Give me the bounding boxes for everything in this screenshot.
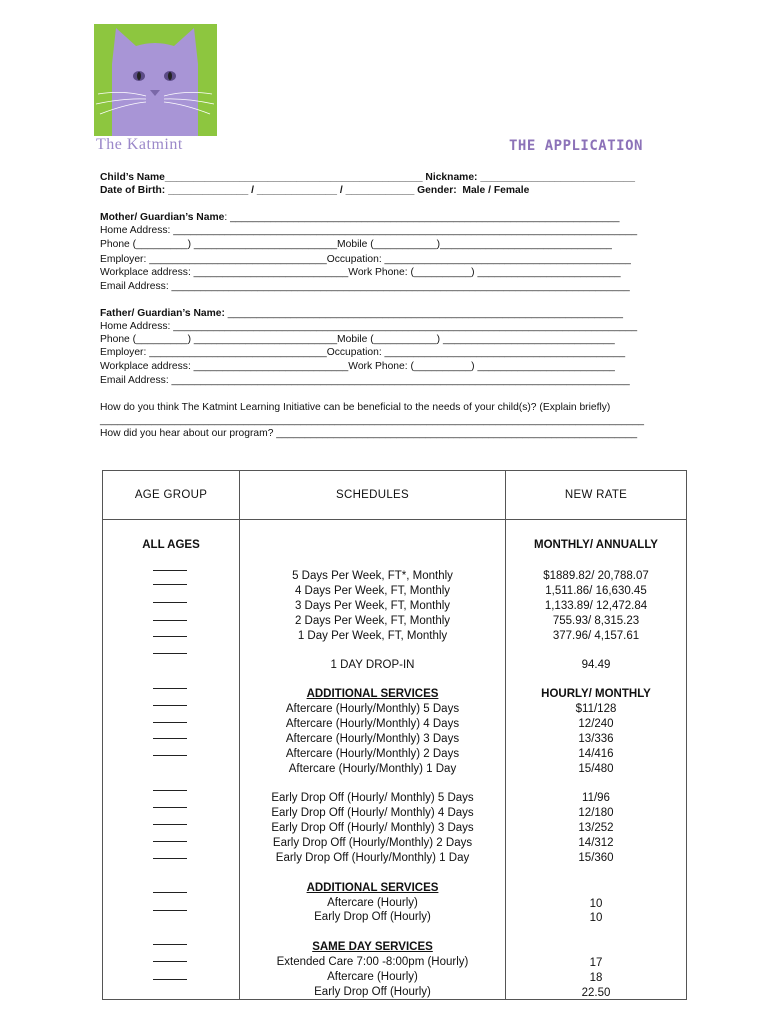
father-phone[interactable]: Phone (_________) _________________________Mobile (___________) ______________________________ <box>100 334 615 345</box>
mother-workplace[interactable]: Workplace address: ___________________________Work Phone: (__________) _________________________ <box>100 267 621 278</box>
question-benefit: How do you think The Katmint Learning Initiative can be beneficial to the needs of your child(s)? (Explain briefly) <box>100 402 611 413</box>
father-heading: Father/ Guardian’s Name: <box>100 308 225 319</box>
checkbox-line[interactable] <box>153 790 187 791</box>
schedule-item: 3 Days Per Week, FT, Monthly <box>294 600 451 612</box>
rate-value: 13/252 <box>578 822 614 834</box>
schedule-item: Early Drop Off (Hourly/ Monthly) 5 Days <box>271 792 474 804</box>
rates-table <box>102 470 687 1000</box>
mother-name-line[interactable] <box>100 211 620 224</box>
father-name-line[interactable] <box>100 307 623 320</box>
mother-phone[interactable]: Phone (_________) _________________________Mobile (___________)______________________________ <box>100 239 612 250</box>
answer-benefit-line[interactable]: _______________________________________________________________________________________________ <box>100 415 645 426</box>
schedule-item: Early Drop Off (Hourly) <box>314 986 431 998</box>
mother-heading: Mother/ Guardian’s Name <box>100 212 225 223</box>
schedule-item: 1 DAY DROP-IN <box>330 659 415 671</box>
checkbox-line[interactable] <box>153 892 187 893</box>
checkbox-line[interactable] <box>153 807 187 808</box>
logo-text: The Katmint <box>96 136 183 153</box>
rate-value: $11/128 <box>575 703 617 715</box>
katmint-logo <box>94 24 217 136</box>
checkbox-line[interactable] <box>153 824 187 825</box>
checkbox-line[interactable] <box>153 705 187 706</box>
age-group-column <box>103 520 240 1000</box>
rate-value: 10 <box>589 912 603 924</box>
schedule-item: Extended Care 7:00 -8:00pm (Hourly) <box>276 956 469 968</box>
page-title: THE APPLICATION <box>509 138 643 154</box>
rate-heading: MONTHLY/ ANNUALLY <box>534 539 658 551</box>
schedule-item: 1 Day Per Week, FT, Monthly <box>297 630 448 642</box>
schedule-item: Early Drop Off (Hourly/ Monthly) 4 Days <box>271 807 474 819</box>
schedule-item: Early Drop Off (Hourly/Monthly) 2 Days <box>272 837 473 849</box>
rate-value: 1,133.89/ 12,472.84 <box>544 600 648 612</box>
checkbox-line[interactable] <box>153 944 187 945</box>
rate-value: 12/180 <box>578 807 614 819</box>
rate-value: 10 <box>589 898 603 910</box>
header-age-group: AGE GROUP <box>103 471 240 520</box>
rate-value: 18 <box>589 972 603 984</box>
checkbox-line[interactable] <box>153 584 187 585</box>
rate-heading: HOURLY/ MONTHLY <box>541 688 651 700</box>
rate-value: 15/480 <box>578 763 614 775</box>
schedule-item: 5 Days Per Week, FT*, Monthly <box>292 570 453 582</box>
schedule-item: Aftercare (Hourly/Monthly) 5 Days <box>285 703 460 715</box>
schedule-item: Aftercare (Hourly/Monthly) 2 Days <box>285 748 460 760</box>
rate-value: 11/96 <box>582 792 610 804</box>
date-of-birth-line[interactable]: Date of Birth: ______________ / ______________ / ____________ Gender: Male / Female <box>100 185 530 196</box>
checkbox-line[interactable] <box>153 755 187 756</box>
rate-value: 755.93/ 8,315.23 <box>552 615 640 627</box>
schedule-item: Aftercare (Hourly/Monthly) 3 Days <box>285 733 460 745</box>
checkbox-line[interactable] <box>153 570 187 571</box>
schedule-item: Aftercare (Hourly/Monthly) 4 Days <box>285 718 460 730</box>
checkbox-line[interactable] <box>153 653 187 654</box>
rate-value: 14/416 <box>578 748 614 760</box>
section-heading: ADDITIONAL SERVICES <box>306 688 439 700</box>
rate-value: 14/312 <box>578 837 614 849</box>
schedule-item: Early Drop Off (Hourly) <box>314 911 431 923</box>
father-name-field[interactable]: _____________________________________________________________________ <box>224 308 623 319</box>
checkbox-line[interactable] <box>153 688 187 689</box>
schedules-column <box>240 520 506 1000</box>
father-employer[interactable]: Employer: _______________________________Occupation: __________________________________________ <box>100 347 626 358</box>
schedule-item: Early Drop Off (Hourly/ Monthly) 3 Days <box>271 822 474 834</box>
question-hear-about[interactable]: How did you hear about our program? _______________________________________________________________ <box>100 428 638 439</box>
rate-value: 15/360 <box>578 852 614 864</box>
checkbox-line[interactable] <box>153 910 187 911</box>
rate-value: 17 <box>589 957 603 969</box>
schedule-item: Aftercare (Hourly) <box>327 897 418 909</box>
rate-value: 377.96/ 4,157.61 <box>552 630 640 642</box>
header-schedules: SCHEDULES <box>240 471 506 520</box>
child-name-line[interactable]: Child’s Name_____________________________________________ Nickname: ___________________________ <box>100 172 635 183</box>
checkbox-line[interactable] <box>153 620 187 621</box>
father-home-address[interactable]: Home Address: _________________________________________________________________________________ <box>100 321 638 332</box>
cat-icon <box>94 24 217 136</box>
checkbox-line[interactable] <box>153 602 187 603</box>
schedule-item: Aftercare (Hourly/Monthly) 1 Day <box>288 763 457 775</box>
section-heading: ADDITIONAL SERVICES <box>306 882 439 894</box>
checkbox-line[interactable] <box>153 722 187 723</box>
checkbox-line[interactable] <box>153 979 187 980</box>
mother-email[interactable]: Email Address: ________________________________________________________________________________ <box>100 281 630 292</box>
rate-value: 94.49 <box>581 659 611 671</box>
section-heading: SAME DAY SERVICES <box>312 941 433 953</box>
checkbox-line[interactable] <box>153 636 187 637</box>
schedule-item: Aftercare (Hourly) <box>327 971 418 983</box>
rate-value: 12/240 <box>578 718 614 730</box>
mother-home-address[interactable]: Home Address: _________________________________________________________________________________ <box>100 225 638 236</box>
age-group-label: ALL AGES <box>142 539 200 551</box>
checkbox-line[interactable] <box>153 841 187 842</box>
mother-name-field[interactable]: : ____________________________________________________________________ <box>224 212 620 223</box>
rates-column <box>506 520 687 1000</box>
checkbox-line[interactable] <box>153 858 187 859</box>
header-new-rate: NEW RATE <box>506 471 687 520</box>
schedule-item: 4 Days Per Week, FT, Monthly <box>294 585 451 597</box>
rate-value: 22.50 <box>581 987 611 999</box>
father-workplace[interactable]: Workplace address: ___________________________Work Phone: (__________) ________________________ <box>100 361 615 372</box>
rate-value: 13/336 <box>578 733 614 745</box>
rate-value: 1,511.86/ 16,630.45 <box>545 585 647 597</box>
schedule-item: Early Drop Off (Hourly/Monthly) 1 Day <box>275 852 470 864</box>
father-email[interactable]: Email Address: ________________________________________________________________________________ <box>100 375 630 386</box>
rate-value: $1889.82/ 20,788.07 <box>543 570 649 582</box>
checkbox-line[interactable] <box>153 738 187 739</box>
mother-employer[interactable]: Employer: _______________________________Occupation: ___________________________________________ <box>100 254 631 265</box>
checkbox-line[interactable] <box>153 961 187 962</box>
schedule-item: 2 Days Per Week, FT, Monthly <box>294 615 451 627</box>
